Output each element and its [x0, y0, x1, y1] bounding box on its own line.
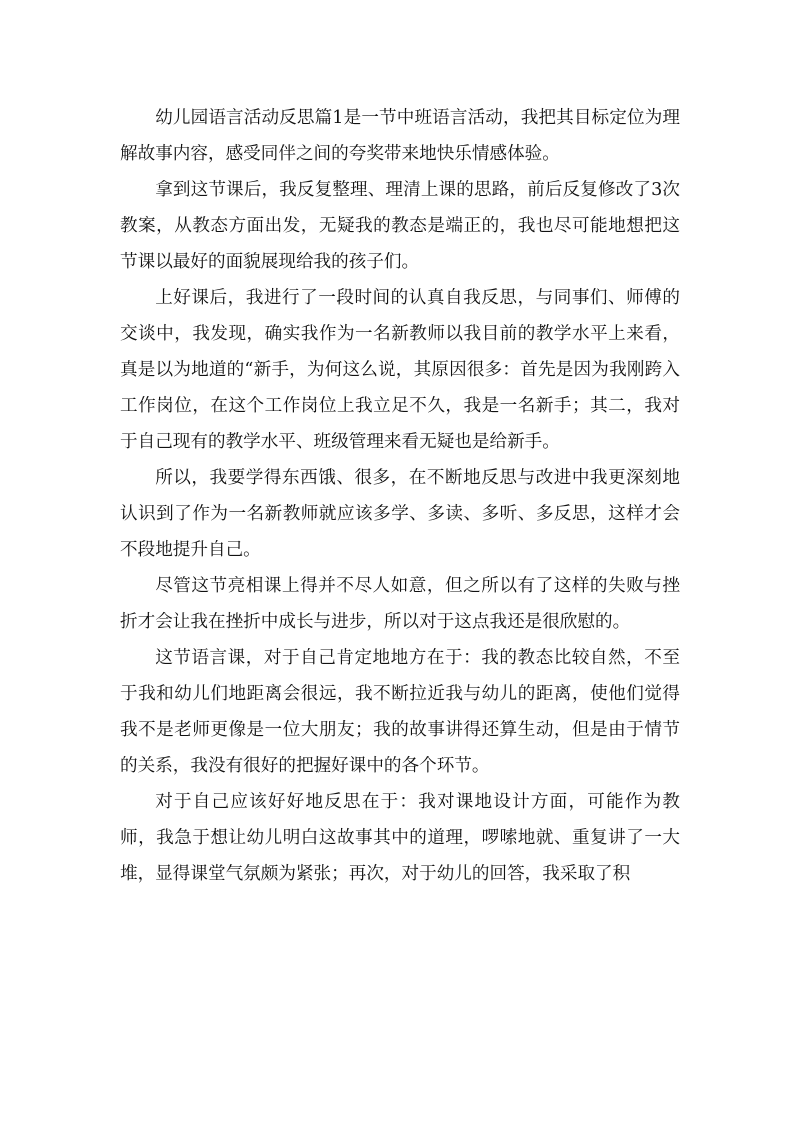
paragraph-1: 幼儿园语言活动反思篇1是一节中班语言活动，我把其目标定位为理解故事内容，感受同伴之间的夸奖带来地快乐情感体验。	[120, 108, 680, 164]
paragraph-2: 拿到这节课后，我反复整理、理清上课的思路，前后反复修改了3次教案，从教态方面出发，无疑我的教态是端正的，我也尽可能地想把这节课以最好的面貌展现给我的孩子们。	[120, 180, 680, 272]
paragraph-6: 这节语言课，对于自己肯定地地方在于：我的教态比较自然，不至于我和幼儿们地距离会很远，我不断拉近我与幼儿的距离，使他们觉得我不是老师更像是一位大朋友；我的故事讲得还算生动，但是由于情节的关系，我没有很好的把握好课中的各个环节。	[120, 648, 680, 776]
paragraph-3: 上好课后，我进行了一段时间的认真自我反思，与同事们、师傅的交谈中，我发现，确实我作为一名新教师以我目前的教学水平上来看，真是以为地道的“新手，为何这么说，其原因很多：首先是因为我刚跨入工作岗位，在这个工作岗位上我立足不久，我是一名新手；其二，我对于自己现有的教学水平、班级管理来看无疑也是给新手。	[120, 288, 680, 452]
paragraph-4: 所以，我要学得东西饿、很多，在不断地反思与改进中我更深刻地认识到了作为一名新教师就应该多学、多读、多听、多反思，这样才会不段地提升自己。	[120, 468, 680, 560]
paragraph-5: 尽管这节亮相课上得并不尽人如意，但之所以有了这样的失败与挫折才会让我在挫折中成长与进步，所以对于这点我还是很欣慰的。	[120, 576, 680, 632]
document-body	[120, 100, 680, 892]
paragraph-7: 对于自己应该好好地反思在于：我对课地设计方面，可能作为教师，我急于想让幼儿明白这故事其中的道理，啰嗦地就、重复讲了一大堆，显得课堂气氛颇为紧张；再次，对于幼儿的回答，我采取了积	[120, 792, 680, 884]
